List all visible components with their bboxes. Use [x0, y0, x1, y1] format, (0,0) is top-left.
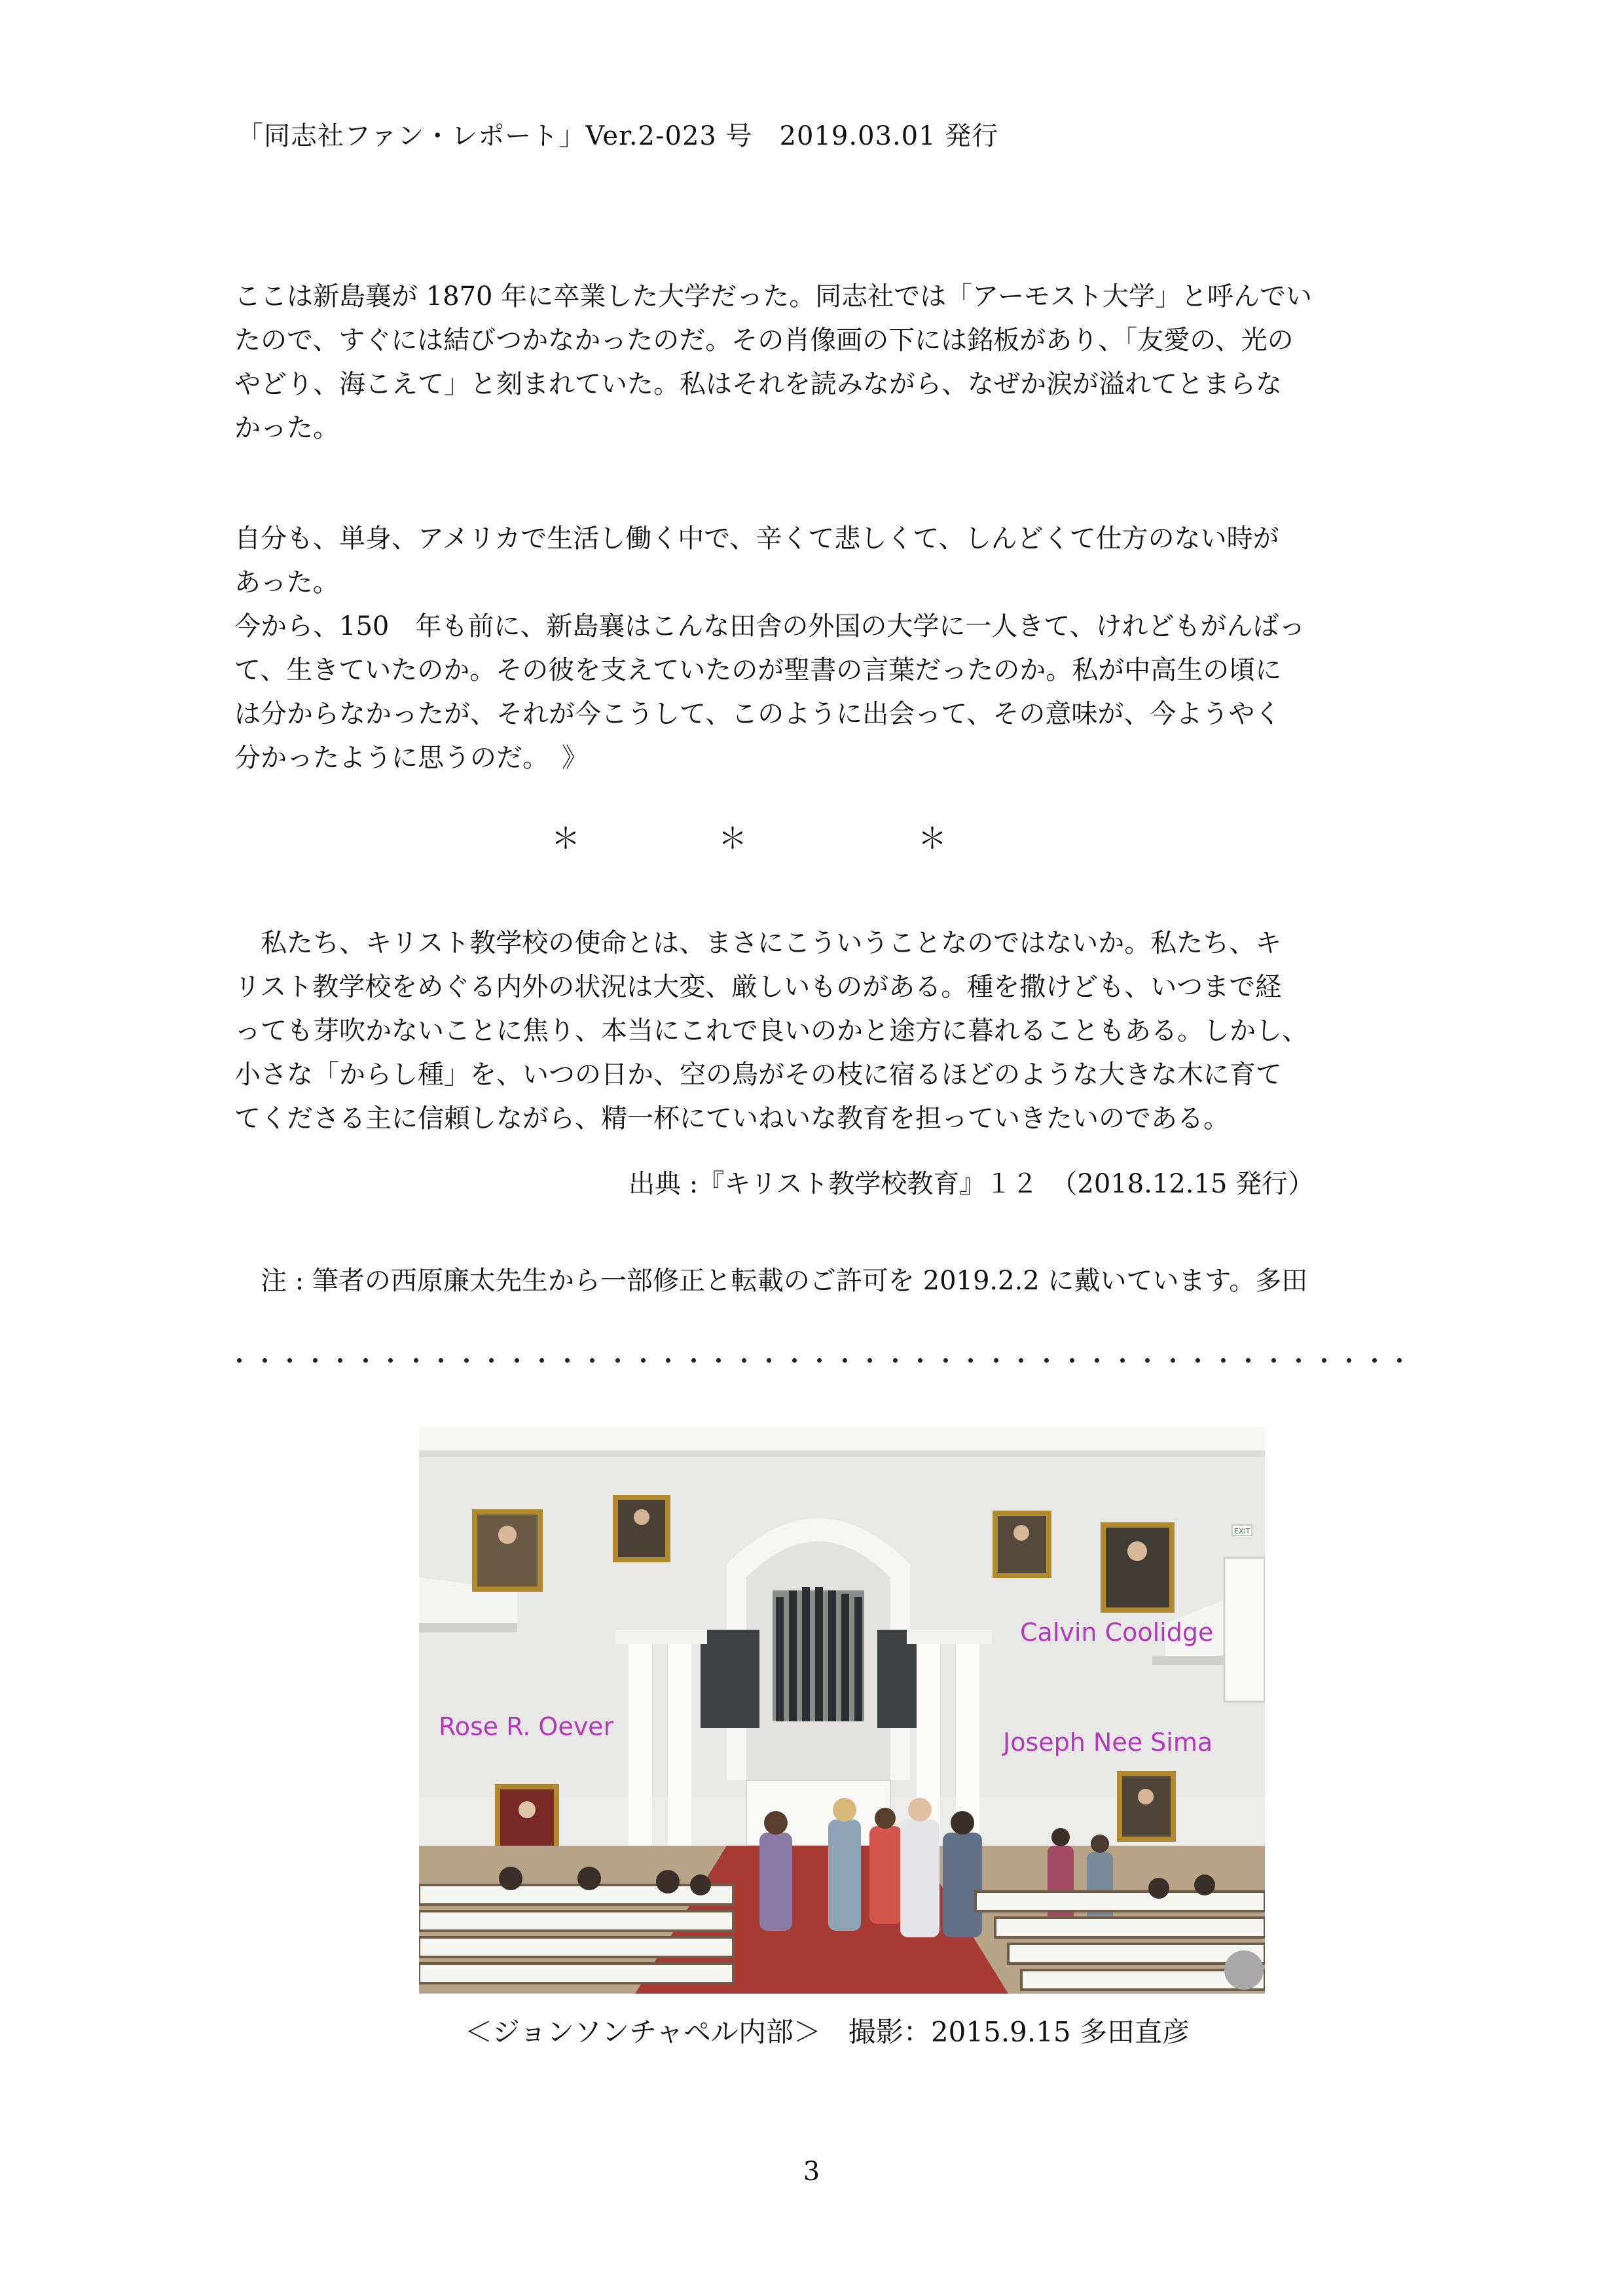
- divider-dot: [414, 1358, 418, 1363]
- divider-dot: [313, 1358, 318, 1363]
- text-line: は分からなかったが、それが今こうして、このように出会って、その意味が、今ようやく: [234, 699, 1281, 729]
- separator-asterisk: ＊: [918, 822, 947, 855]
- paragraph-mission: [234, 922, 1406, 1141]
- divider-dot: [767, 1358, 771, 1363]
- divider-dot: [1322, 1358, 1326, 1363]
- divider-dot: [843, 1358, 847, 1363]
- dotted-divider: [237, 1354, 1402, 1367]
- divider-dot: [565, 1358, 570, 1363]
- separator-asterisk: ＊: [718, 822, 747, 855]
- text-line: やどり、海こえて」と刻まれていた。私はそれを読みながら、なぜか涙が溢れてとまらな: [234, 369, 1282, 399]
- divider-dot: [363, 1358, 368, 1363]
- divider-dot: [237, 1358, 242, 1363]
- exit-sign: EXIT: [1234, 1527, 1250, 1535]
- photo-label-joseph-nee-sima: Joseph Nee Sima: [1003, 1728, 1213, 1757]
- divider-dot: [994, 1358, 998, 1363]
- divider-dot: [641, 1358, 646, 1363]
- divider-dot: [464, 1358, 469, 1363]
- chapel-interior-photo: [419, 1427, 1265, 1994]
- divider-dot: [792, 1358, 797, 1363]
- text-line: っても芽吹かないことに焦り、本当にこれで良いのかと途方に暮れることもある。しかし、: [234, 1016, 1308, 1046]
- divider-dot: [1044, 1358, 1049, 1363]
- text-line: たので、すぐには結びつかなかったのだ。その肖像画の下には銘板があり、「友愛の、光の: [234, 325, 1294, 355]
- divider-dot: [1221, 1358, 1226, 1363]
- divider-dot: [1171, 1358, 1175, 1363]
- divider-dot: [918, 1358, 922, 1363]
- divider-dot: [1271, 1358, 1276, 1363]
- divider-dot: [867, 1358, 872, 1363]
- divider-dot: [338, 1358, 342, 1363]
- divider-dot: [1397, 1358, 1402, 1363]
- paragraph-amherst: [234, 275, 1406, 450]
- divider-dot: [489, 1358, 494, 1363]
- divider-dot: [742, 1358, 746, 1363]
- divider-dot: [817, 1358, 822, 1363]
- photo-illustration: [419, 1427, 1265, 1994]
- divider-dot: [1246, 1358, 1250, 1363]
- text-line: あった。: [234, 567, 339, 598]
- divider-dot: [1095, 1358, 1099, 1363]
- text-line: かった。: [234, 413, 339, 443]
- divider-dot: [1019, 1358, 1023, 1363]
- divider-dot: [1120, 1358, 1125, 1363]
- text-line: ここは新島襄が 1870 年に卒業した大学だった。同志社では「アーモスト大学」と呼んでい: [234, 281, 1313, 312]
- divider-dot: [263, 1358, 267, 1363]
- divider-dot: [1372, 1358, 1377, 1363]
- divider-dot: [716, 1358, 721, 1363]
- divider-dot: [439, 1358, 443, 1363]
- divider-dot: [1296, 1358, 1301, 1363]
- separator-asterisk: ＊: [551, 822, 580, 855]
- text-line: てくださる主に信頼しながら、精一杯にていねいな教育を担っていきたいのである。: [234, 1103, 1230, 1134]
- divider-dot: [539, 1358, 544, 1363]
- page-number: 3: [803, 2157, 820, 2187]
- divider-dot: [943, 1358, 948, 1363]
- text-line: 自分も、単身、アメリカで生活し働く中で、辛くて悲しくて、しんどくて仕方のない時が: [234, 524, 1279, 554]
- photo-label-rose-oever: Rose R. Oever: [439, 1712, 614, 1741]
- divider-dot: [388, 1358, 393, 1363]
- divider-dot: [615, 1358, 620, 1363]
- source-citation: 出典 :『キリスト教学校教育』１２ （2018.12.15 発行）: [629, 1169, 1315, 1199]
- text-line: 私たち、キリスト教学校の使命とは、まさにこういうことなのではないか。私たち、キ: [234, 928, 1282, 958]
- divider-dot: [893, 1358, 898, 1363]
- divider-dot: [1070, 1358, 1074, 1363]
- text-line: 小さな「からし種」を、いつの日か、空の鳥がその枝に宿るほどのような大きな木に育て: [234, 1060, 1282, 1090]
- photo-label-calvin-coolidge: Calvin Coolidge: [1020, 1618, 1214, 1647]
- divider-dot: [515, 1358, 519, 1363]
- text-line: 今から、150 年も前に、新島襄はこんな田舎の外国の大学に一人きて、けれどもがんばっ: [234, 611, 1305, 641]
- photo-caption: ＜ジョンソンチャペル内部＞ 撮影：2015.9.15 多田直彦: [465, 2016, 1190, 2048]
- divider-dot: [666, 1358, 670, 1363]
- text-line: リスト教学校をめぐる内外の状況は大変、厳しいものがある。種を撒けども、いつまで経: [234, 972, 1282, 1002]
- divider-dot: [1195, 1358, 1200, 1363]
- divider-dot: [287, 1358, 292, 1363]
- newsletter-header: 「同志社ファン・レポート」Ver.2-023 号 2019.03.01 発行: [237, 121, 999, 151]
- divider-dot: [1347, 1358, 1351, 1363]
- divider-dot: [968, 1358, 973, 1363]
- text-line: 分かったように思うのだ。 》: [234, 743, 588, 773]
- paragraph-reflection: [234, 517, 1406, 780]
- text-line: て、生きていたのか。その彼を支えていたのが聖書の言葉だったのか。私が中高生の頃に: [234, 655, 1282, 685]
- permission-note: 注 : 筆者の西原廉太先生から一部修正と転載のご許可を 2019.2.2 に戴いています。多田: [261, 1266, 1308, 1296]
- divider-dot: [590, 1358, 594, 1363]
- divider-dot: [1145, 1358, 1150, 1363]
- divider-dot: [691, 1358, 696, 1363]
- section-separator: [0, 815, 1623, 861]
